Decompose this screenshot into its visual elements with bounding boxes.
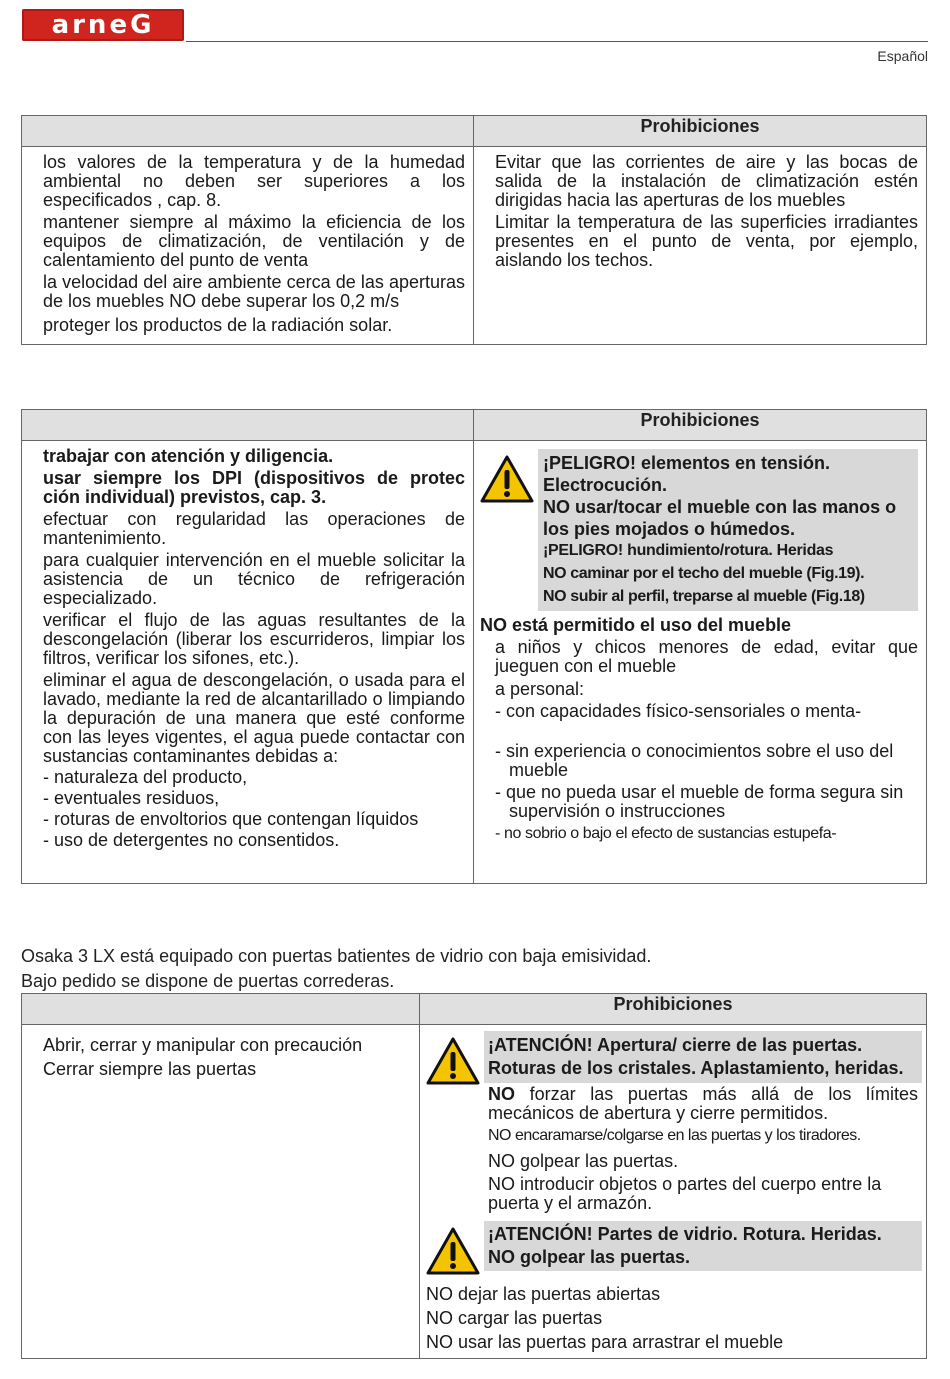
warning-icon: [426, 1031, 484, 1090]
glass-warning: [426, 1221, 922, 1280]
warning-box: [538, 449, 918, 611]
environment-table: [21, 115, 927, 345]
electrocution-warning: [480, 449, 918, 611]
obligation-item: mantener siempre al máximo la eficiencia de los equipos de climatización, de ventilación y de calentamiento del punto de venta: [43, 212, 465, 270]
warning-item: NO introducir objetos o partes del cuerpo entre la puerta y el armazón.: [488, 1174, 882, 1213]
warning-line: ¡PELIGRO! elementos en tensión.: [543, 453, 831, 473]
arneg-logo: arneG: [22, 9, 184, 41]
col-header-left: [22, 994, 420, 1025]
warning-title: ¡ATENCIÓN! Partes de vidrio. Rotura. Heridas.: [488, 1224, 882, 1244]
warning-item: NO encaramarse/colgarse en las puertas y los tiradores.: [488, 1127, 861, 1144]
door-prohibition: NO cargar las puertas: [426, 1308, 603, 1328]
warning-line: NO subir al perfil, treparse al mueble (Fig.18): [543, 588, 865, 605]
warning-item: NO golpear las puertas.: [488, 1151, 679, 1171]
prohibitions-cell: [474, 147, 927, 345]
obligations-cell: [22, 441, 474, 884]
no-label: NO: [488, 1084, 515, 1104]
restriction-item: a personal:: [495, 679, 585, 699]
contaminant-item: - naturaleza del producto,: [43, 767, 248, 787]
prohibition-item: Limitar la temperatura de las superficies irradiantes presentes en el punto de venta, por ejemplo, aislando los techos.: [495, 212, 918, 270]
warning-line: NO caminar por el techo del mueble (Fig.19).: [543, 565, 865, 582]
restriction-item: a niños y chicos menores de edad, evitar que jueguen con el mueble: [495, 637, 918, 676]
prohibition-item: Evitar que las corrientes de aire y las bocas de salida de la instalación de climatización estén dirigidas hacia las aperturas de los muebles: [495, 152, 918, 210]
intro-line: Bajo pedido se dispone de puertas correderas.: [21, 971, 395, 991]
obligations-cell: [22, 147, 474, 345]
col-header-prohibiciones: Prohibiciones: [420, 994, 927, 1025]
door-prohibition: NO dejar las puertas abiertas: [426, 1284, 661, 1304]
doors-table: [21, 993, 927, 1359]
intro-text: [21, 944, 651, 994]
restriction-item: - sin experiencia o conocimientos sobre el uso del mueble: [495, 741, 894, 780]
warning-icon: [426, 1221, 484, 1280]
warning-line: NO usar/tocar el mueble con las manos o los pies mojados o húmedos.: [543, 497, 897, 539]
warning-text-body: forzar las puertas más allá de los límites mecánicos de abertura y cierre permitidos.: [488, 1084, 918, 1123]
restriction-item: - que no pueda usar el mueble de forma segura sin supervisión o instrucciones: [495, 782, 904, 821]
contaminant-item: - eventuales residuos,: [43, 788, 220, 808]
obligation-item: efectuar con regularidad las operaciones de mantenimiento.: [43, 509, 465, 548]
obligations-cell: [22, 1025, 420, 1359]
obligation-item: trabajar con atención y diligencia.: [43, 446, 334, 466]
warning-line: Electrocución.: [543, 475, 668, 495]
door-warning: [426, 1031, 922, 1213]
restriction-item: - no sobrio o bajo el efecto de sustancias estupefa-: [495, 825, 837, 842]
intro-line: Osaka 3 LX está equipado con puertas batientes de vidrio con baja emisividad.: [21, 946, 652, 966]
col-header-prohibiciones: Prohibiciones: [474, 116, 927, 147]
obligation-item: para cualquier intervención en el mueble solicitar la asistencia de un técnico de refrigeración especializado.: [43, 550, 465, 608]
col-header-left: [22, 116, 474, 147]
obligation-item: eliminar el agua de descongelación, o usada para el lavado, mediante la red de alcantarillado o limpiando la depuración de una manera que esté conforme con las leyes vigentes, el agua puede contactar con sustancias contaminantes debidas a:: [43, 670, 465, 766]
obligation-item: la velocidad del aire ambiente cerca de las aperturas de los muebles NO debe superar los 0,2 m/s: [43, 272, 465, 311]
obligation-item: Cerrar siempre las puertas: [43, 1059, 257, 1079]
contaminant-item: - uso de detergentes no consentidos.: [43, 830, 340, 850]
maintenance-table: [21, 409, 927, 884]
obligation-item: verificar el flujo de las aguas resultantes de la descongelación (liberar los escurrideros, limpiar los filtros, verificar los sifones, etc.).: [43, 610, 465, 668]
door-prohibition: NO usar las puertas para arrastrar el mueble: [426, 1332, 784, 1352]
warning-text: [488, 1085, 918, 1123]
prohibitions-cell: [420, 1025, 927, 1359]
obligation-item: Abrir, cerrar y manipular con precaución: [43, 1035, 363, 1055]
header-rule: [186, 41, 928, 42]
language-label: Español: [877, 48, 928, 64]
warning-icon: [480, 449, 538, 508]
restriction-item: - con capacidades físico-sensoriales o menta-: [495, 701, 862, 721]
warning-title: NO golpear las puertas.: [488, 1247, 691, 1267]
warning-title: Roturas de los cristales. Aplastamiento, heridas.: [488, 1058, 904, 1078]
warning-title: ¡ATENCIÓN! Apertura/ cierre de las puertas.: [488, 1035, 863, 1055]
col-header-left: [22, 410, 474, 441]
contaminant-item: - roturas de envoltorios que contengan líquidos: [43, 809, 419, 829]
obligation-item: los valores de la temperatura y de la humedad ambiental no deben ser superiores a los especificados , cap. 8.: [43, 152, 465, 210]
obligation-item: proteger los productos de la radiación solar.: [43, 315, 393, 335]
prohibitions-cell: [474, 441, 927, 884]
warning-line: ¡PELIGRO! hundimiento/rotura. Heridas: [543, 542, 834, 559]
col-header-prohibiciones: Prohibiciones: [474, 410, 927, 441]
not-allowed-title: NO está permitido el uso del mueble: [480, 615, 792, 635]
obligation-item: usar siempre los DPI (dispositivos de protec ción individual) previstos, cap. 3.: [43, 468, 465, 507]
